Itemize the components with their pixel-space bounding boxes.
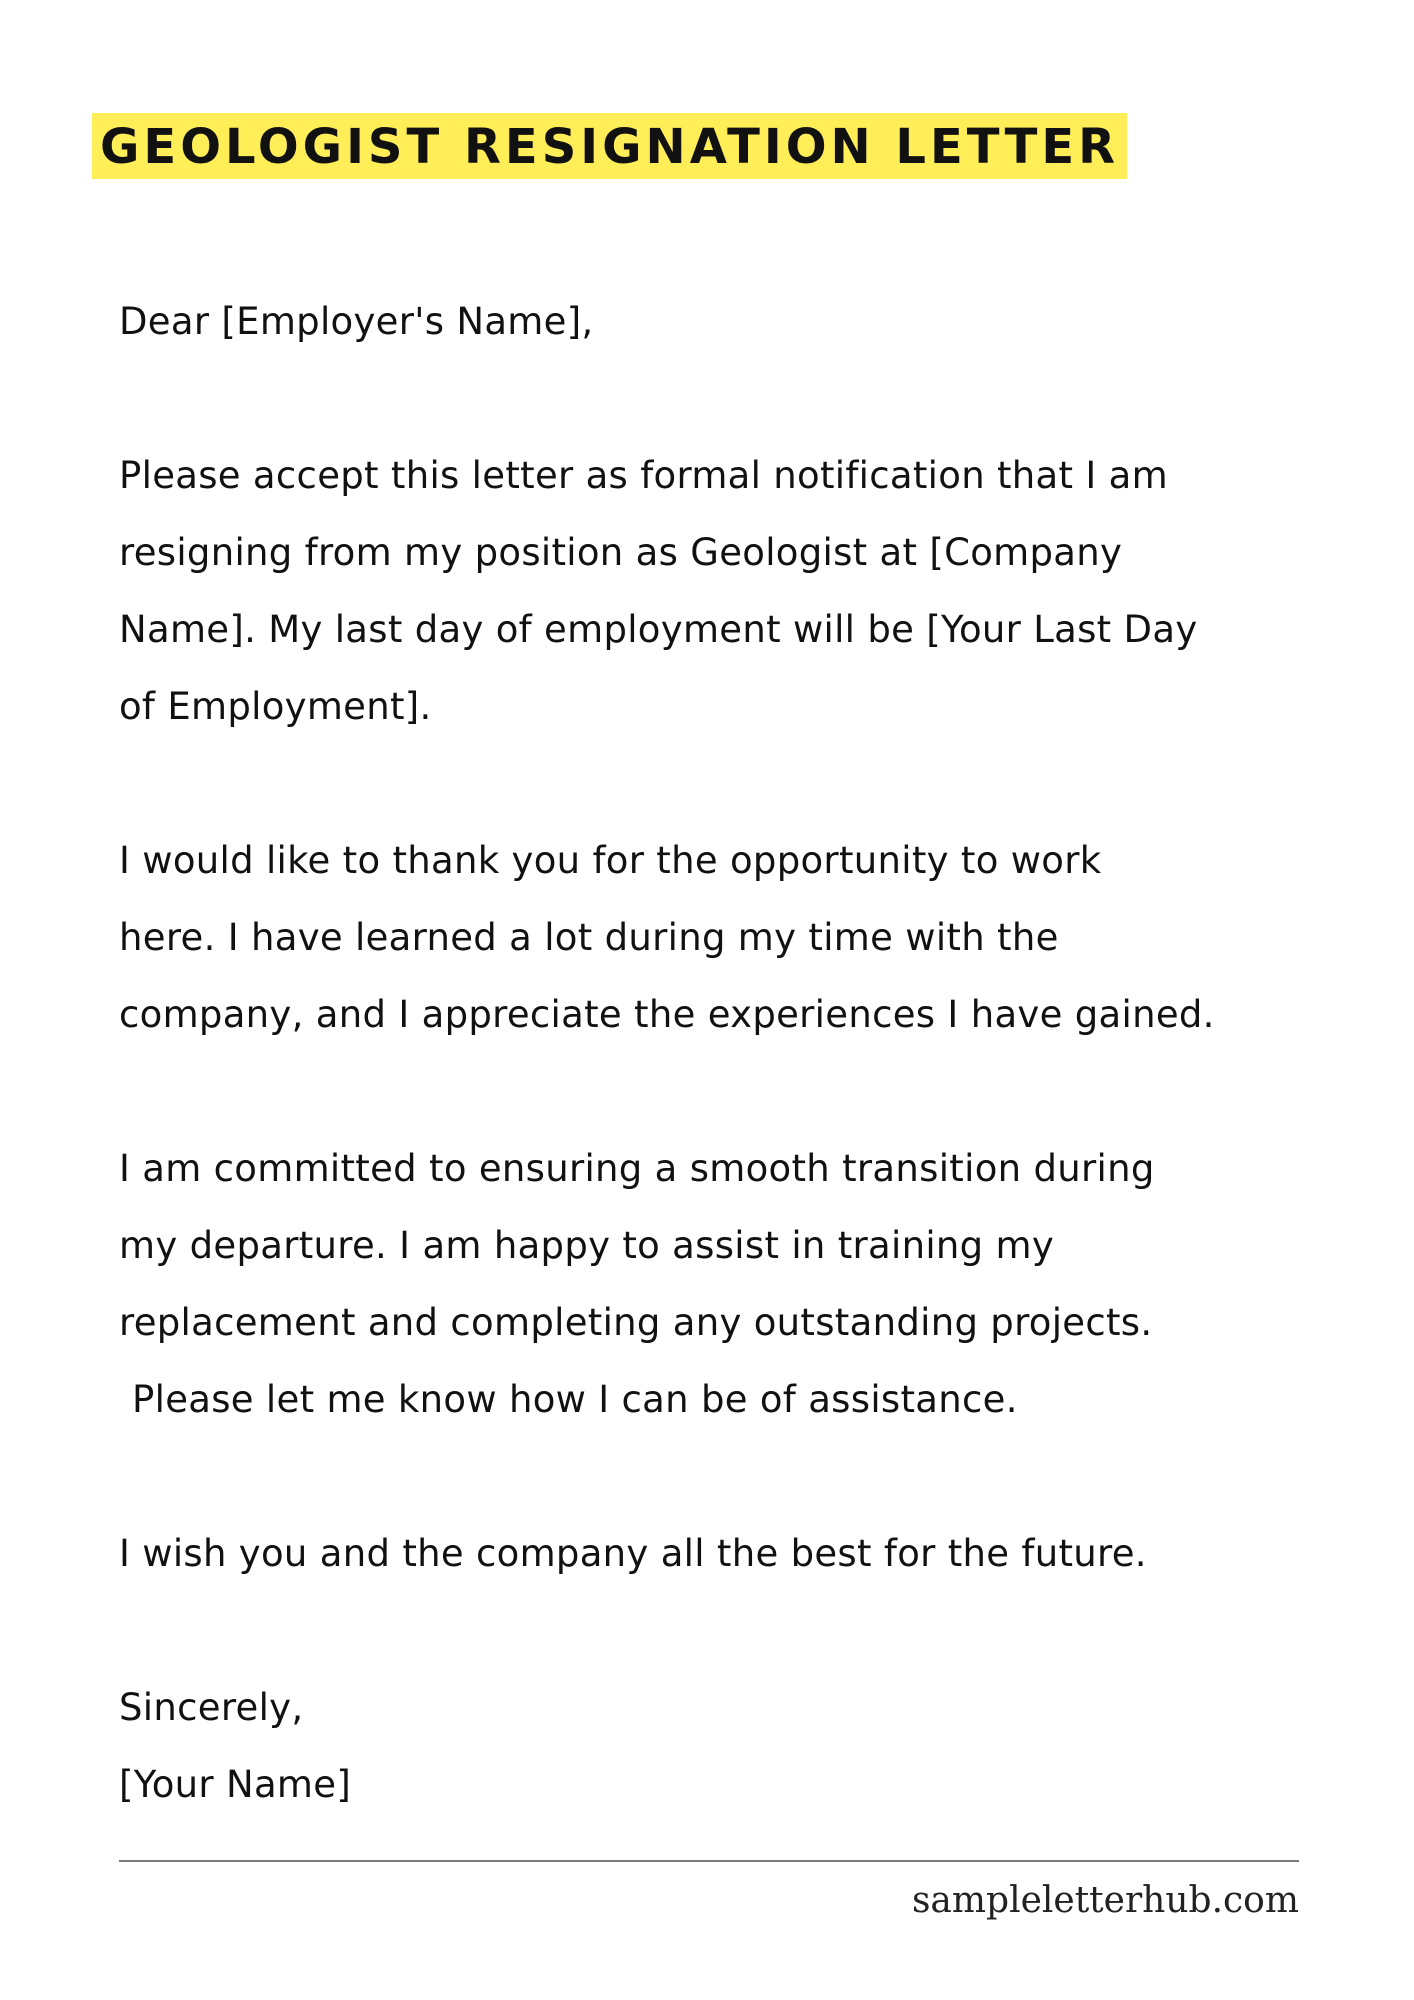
- paragraph-1-line-2: resigning from my position as Geologist at [Company: [119, 531, 1123, 574]
- paragraph-3-line-3: replacement and completing any outstanding projects.: [119, 1301, 1153, 1344]
- paragraph-gap: [119, 745, 1359, 822]
- paragraph-2-line-1: I would like to thank you for the opportunity to work: [119, 839, 1102, 882]
- paragraph-3-line-1: I am committed to ensuring a smooth transition during: [119, 1147, 1155, 1190]
- title-highlight: [92, 113, 1127, 179]
- paragraph-gap: [119, 1592, 1359, 1669]
- paragraph-gap: [119, 360, 1359, 437]
- paragraph-gap: [119, 1053, 1359, 1130]
- letter-body: [119, 283, 1359, 1823]
- paragraph-gap: [119, 1438, 1359, 1515]
- document-title: GEOLOGIST RESIGNATION LETTER: [100, 119, 1120, 175]
- paragraph-1-line-3: Name]. My last day of employment will be [Your Last Day: [119, 608, 1198, 651]
- footer-divider: [119, 1860, 1299, 1862]
- footer-site-link[interactable]: sampleletterhub.com: [911, 1880, 1299, 1921]
- signature: [Your Name]: [119, 1763, 352, 1806]
- paragraph-3-line-4: Please let me know how I can be of assistance.: [132, 1378, 1018, 1421]
- paragraph-2-line-3: company, and I appreciate the experiences I have gained.: [119, 993, 1215, 1036]
- paragraph-4-line-1: I wish you and the company all the best for the future.: [119, 1532, 1147, 1575]
- salutation: Dear [Employer's Name],: [119, 300, 594, 343]
- paragraph-2-line-2: here. I have learned a lot during my time with the: [119, 916, 1059, 959]
- paragraph-1-line-1: Please accept this letter as formal notification that I am: [119, 454, 1168, 497]
- paragraph-3-line-2: my departure. I am happy to assist in training my: [119, 1224, 1055, 1267]
- paragraph-1-line-4: of Employment].: [119, 685, 432, 728]
- closing: Sincerely,: [119, 1686, 304, 1729]
